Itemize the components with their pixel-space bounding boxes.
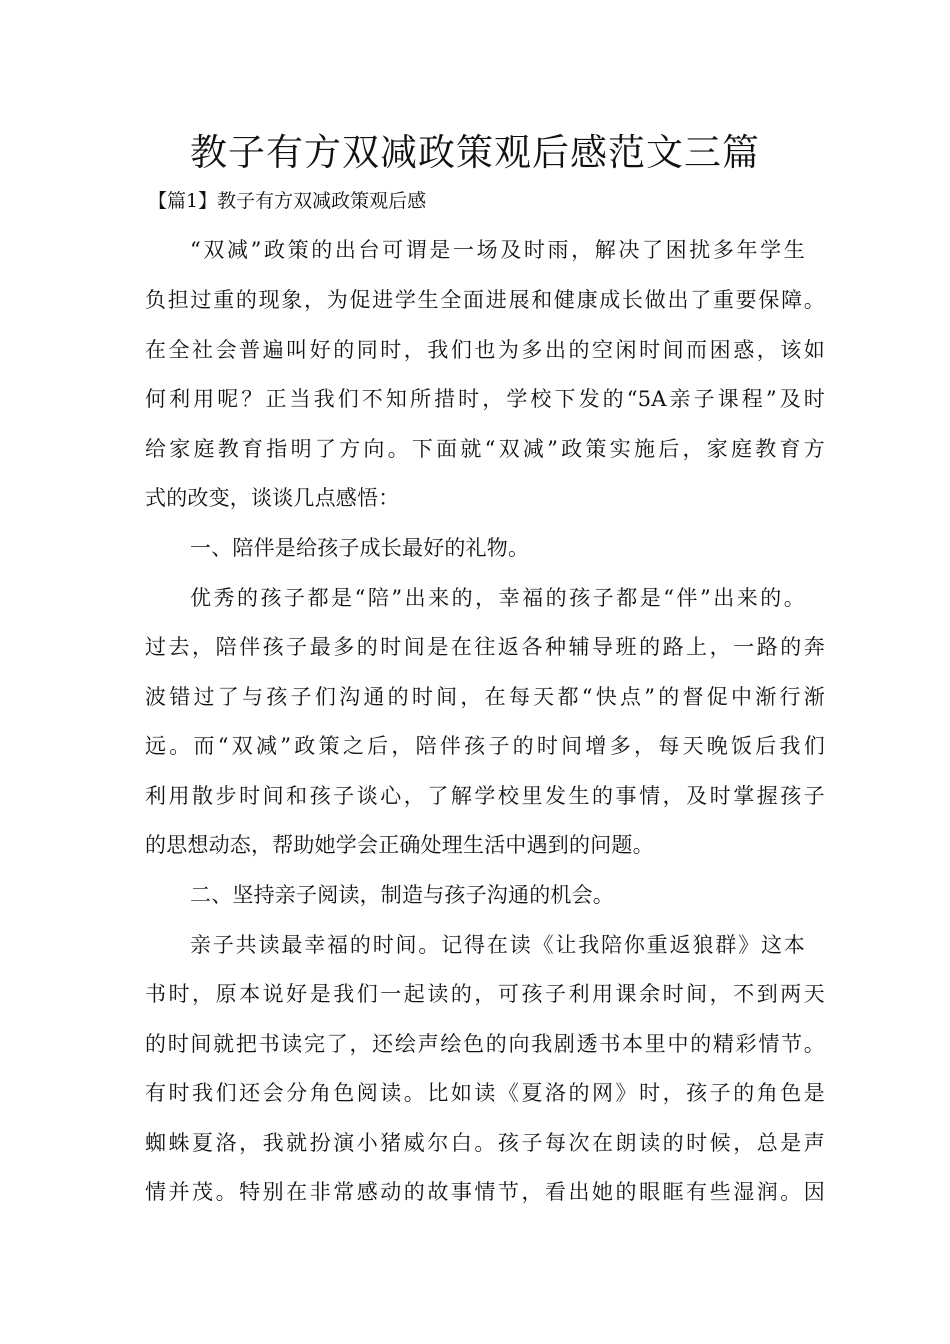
paragraph-line: 有时我们还会分角色阅读。比如读《夏洛的网》时，孩子的角色是 xyxy=(145,1081,825,1105)
paragraph-line: 亲子共读最幸福的时间。记得在读《让我陪你重返狼群》这本 xyxy=(190,933,805,957)
paragraph-line: 利用散步时间和孩子谈心，了解学校里发生的事情，及时掌握孩子 xyxy=(145,784,825,808)
subheading-line: 一、陪伴是给孩子成长最好的礼物。 xyxy=(190,536,530,560)
paragraph-line: 负担过重的现象，为促进学生全面进展和健康成长做出了重要保障。 xyxy=(145,288,825,312)
paragraph-line: 书时，原本说好是我们一起读的，可孩子利用课余时间，不到两天 xyxy=(145,982,825,1006)
paragraph-line: 在全社会普遍叫好的同时，我们也为多出的空闲时间而困惑，该如 xyxy=(145,338,825,362)
paragraph-line: 情并茂。特别在非常感动的故事情节，看出她的眼眶有些湿润。因 xyxy=(145,1180,825,1204)
paragraph-line: “双减”政策的出台可谓是一场及时雨，解决了困扰多年学生 xyxy=(190,238,805,262)
paragraph-line: 式的改变，谈谈几点感悟： xyxy=(145,486,400,510)
paragraph-line: 远。而“双减”政策之后，陪伴孩子的时间增多，每天晚饭后我们 xyxy=(145,734,825,758)
section-heading: 【篇1】教子有方双减政策观后感 xyxy=(148,190,427,212)
paragraph-line: 优秀的孩子都是“陪”出来的，幸福的孩子都是“伴”出来的。 xyxy=(190,586,805,610)
document-title: 教子有方双减政策观后感范文三篇 xyxy=(190,131,760,174)
paragraph-line: 给家庭教育指明了方向。下面就“双减”政策实施后，家庭教育方 xyxy=(145,437,825,461)
paragraph-line: 何利用呢？正当我们不知所措时，学校下发的“5A亲子课程”及时 xyxy=(145,387,825,411)
paragraph-line: 过去，陪伴孩子最多的时间是在往返各种辅导班的路上，一路的奔 xyxy=(145,635,825,659)
subheading-line: 二、坚持亲子阅读，制造与孩子沟通的机会。 xyxy=(190,883,614,907)
paragraph-line: 的思想动态，帮助她学会正确处理生活中遇到的问题。 xyxy=(145,833,654,857)
paragraph-line: 波错过了与孩子们沟通的时间，在每天都“快点”的督促中渐行渐 xyxy=(145,685,825,709)
paragraph-line: 蜘蛛夏洛，我就扮演小猪威尔白。孩子每次在朗读的时候，总是声 xyxy=(145,1131,825,1155)
paragraph-line: 的时间就把书读完了，还绘声绘色的向我剧透书本里中的精彩情节。 xyxy=(145,1032,825,1056)
